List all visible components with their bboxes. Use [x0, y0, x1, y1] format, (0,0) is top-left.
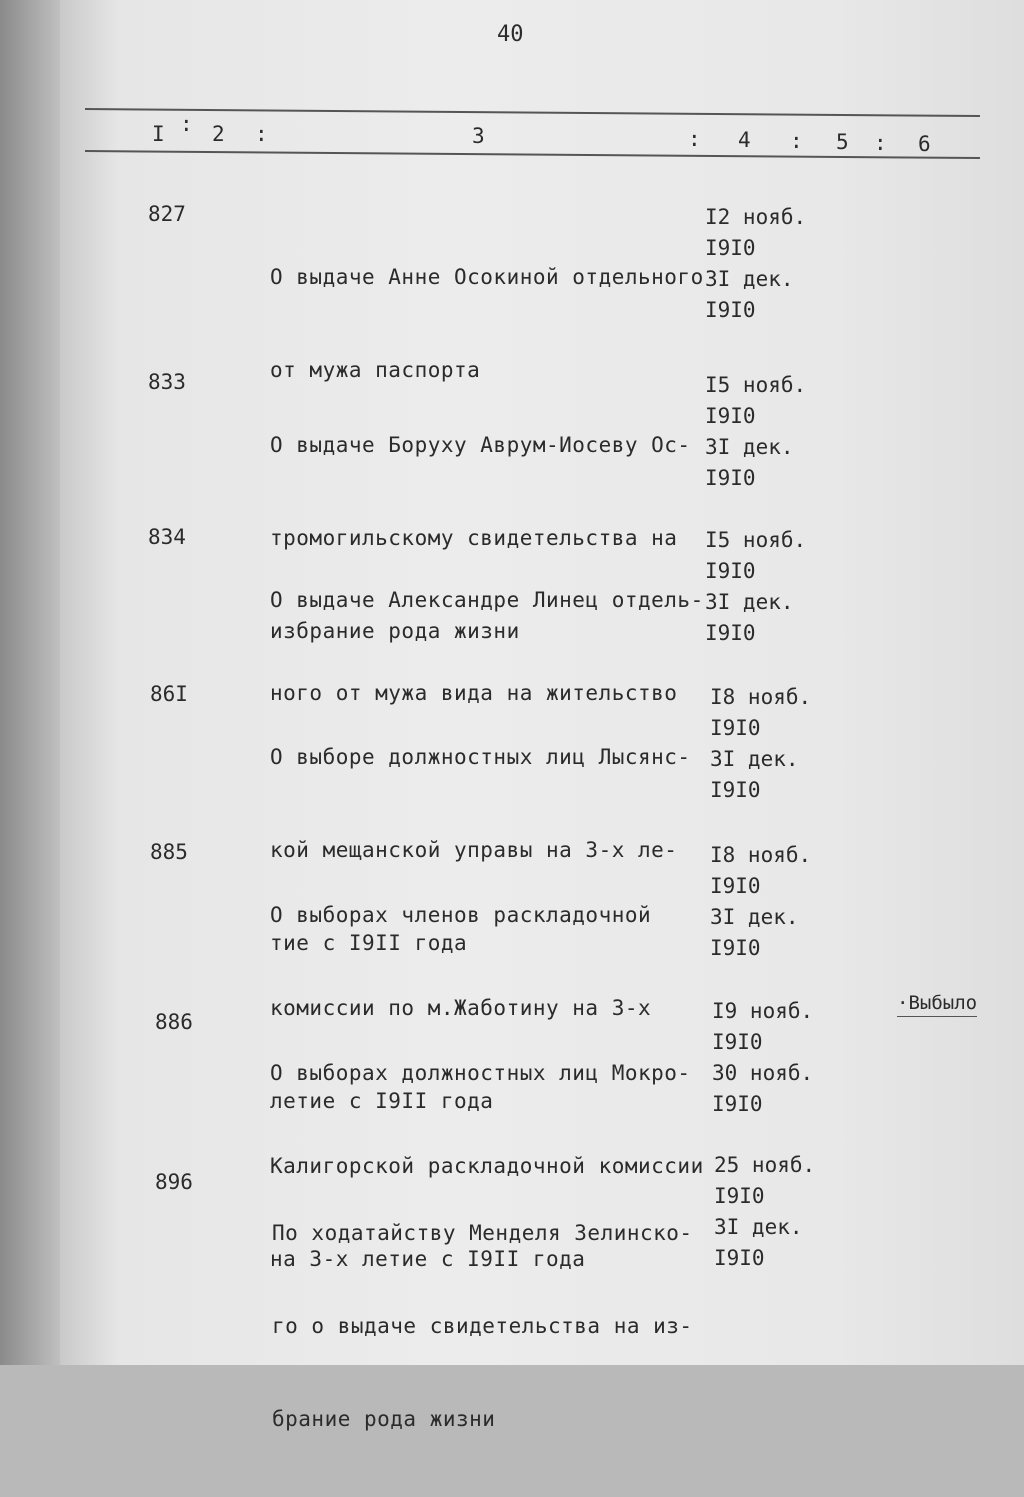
date-start: I2 нояб. — [705, 205, 807, 229]
year-start: I9I0 — [710, 874, 761, 898]
entry-title-line: го о выдаче свидетельства на из- — [272, 1314, 693, 1338]
entry-title-line: кой мещанской управы на 3-х ле- — [270, 838, 678, 862]
column-separator: : — [874, 131, 887, 155]
entry-number: 86I — [150, 682, 188, 706]
entry-title — [272, 1156, 693, 1497]
column-header-3: 3 — [472, 124, 485, 148]
date-end: 3I дек. — [710, 905, 799, 929]
date-start: I5 нояб. — [705, 373, 807, 397]
year-start: I9I0 — [705, 236, 756, 260]
entry-dates — [705, 370, 806, 494]
entry-dates — [710, 682, 811, 806]
entry-title-line: тромогильскому свидетельства на — [270, 526, 678, 550]
column-header-4: 4 — [738, 128, 751, 152]
entry-number: 896 — [155, 1170, 193, 1194]
year-end: I9I0 — [710, 778, 761, 802]
entry-dates — [705, 525, 806, 649]
year-end: I9I0 — [705, 466, 756, 490]
column-header-6: 6 — [918, 132, 931, 156]
year-end: I9I0 — [712, 1092, 763, 1116]
entry-title-line: летие с I9II года — [270, 1089, 494, 1113]
year-start: I9I0 — [705, 559, 756, 583]
date-end: 3I дек. — [705, 435, 794, 459]
column-separator: : — [180, 112, 193, 136]
entry-title-line: О выборах членов раскладочной — [270, 903, 652, 927]
entry-number: 827 — [148, 202, 186, 226]
date-end: 30 нояб. — [712, 1061, 814, 1085]
column-header-2: 2 — [212, 122, 225, 146]
column-separator: : — [790, 129, 803, 153]
entry-title-line: О выборе должностных лиц Лысянс- — [270, 745, 691, 769]
entry-title-line: тие с I9II года — [270, 931, 468, 955]
date-start: I8 нояб. — [710, 843, 812, 867]
date-start: 25 нояб. — [714, 1153, 816, 1177]
date-end: 3I дек. — [710, 747, 799, 771]
entry-title-line: О выдаче Боруху Аврум-Иосеву Ос- — [270, 433, 691, 457]
year-start: I9I0 — [710, 716, 761, 740]
entry-number: 833 — [148, 370, 186, 394]
entry-title-line: комиссии по м.Жаботину на 3-х — [270, 996, 652, 1020]
year-end: I9I0 — [705, 621, 756, 645]
date-end: 3I дек. — [705, 267, 794, 291]
entry-title-line: от мужа паспорта — [270, 358, 481, 382]
year-start: I9I0 — [714, 1184, 765, 1208]
entry-dates — [712, 996, 813, 1120]
entry-number: 834 — [148, 525, 186, 549]
year-start: I9I0 — [712, 1030, 763, 1054]
year-end: I9I0 — [710, 936, 761, 960]
entry-title-line: брание рода жизни — [272, 1407, 496, 1431]
date-start: I8 нояб. — [710, 685, 812, 709]
entry-title-line: О выдаче Александре Линец отдель- — [270, 588, 704, 612]
date-start: I5 нояб. — [705, 528, 807, 552]
status-note: ·Выбыло — [897, 992, 977, 1017]
date-start: I9 нояб. — [712, 999, 814, 1023]
entry-title-line: По ходатайству Менделя Зелинско- — [272, 1221, 693, 1245]
column-separator: : — [688, 127, 701, 151]
page-number: 40 — [497, 22, 524, 47]
date-end: 3I дек. — [714, 1215, 803, 1239]
column-separator: : — [255, 122, 268, 146]
date-end: 3I дек. — [705, 590, 794, 614]
entry-title-line: Калигорской раскладочной комиссии — [270, 1154, 704, 1178]
entry-number: 886 — [155, 1010, 193, 1034]
entry-dates — [710, 840, 811, 964]
entry-title-line: О выборах должностных лиц Мокро- — [270, 1061, 691, 1085]
column-header-5: 5 — [836, 130, 849, 154]
entry-title-line: ного от мужа вида на жительство — [270, 681, 678, 705]
year-start: I9I0 — [705, 404, 756, 428]
entry-dates — [714, 1150, 815, 1274]
year-end: I9I0 — [714, 1246, 765, 1270]
entry-dates — [705, 202, 806, 326]
entry-title-line: О выдаче Анне Осокиной отдельного — [270, 265, 704, 289]
year-end: I9I0 — [705, 298, 756, 322]
column-header-1: I — [152, 122, 165, 146]
entry-title-line: избрание рода жизни — [270, 619, 520, 643]
entry-title-line: на 3-х летие с I9II года — [270, 1247, 586, 1271]
entry-number: 885 — [150, 840, 188, 864]
